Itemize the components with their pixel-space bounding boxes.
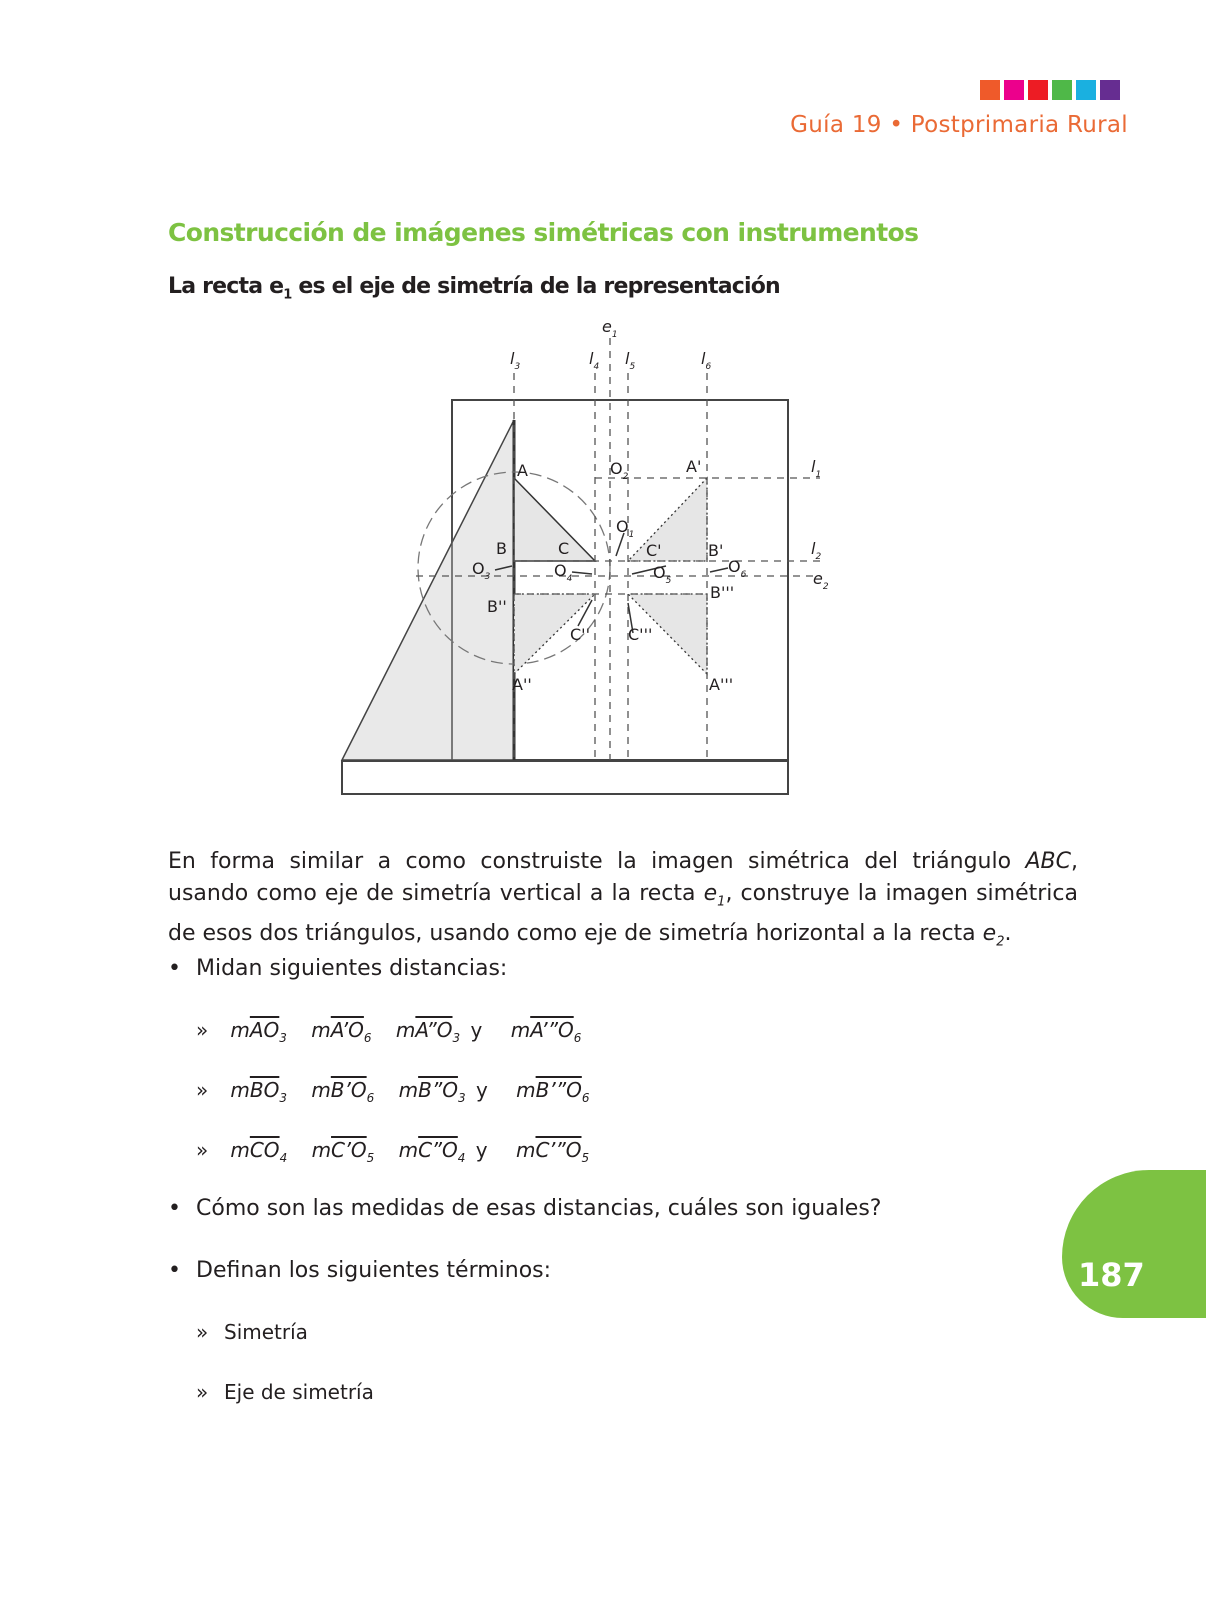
distance-term: $m\overline{CO}_4$	[230, 1138, 288, 1165]
conjunction: y	[475, 1138, 488, 1162]
set-square	[342, 420, 514, 760]
distance-row-c: » $m\overline{CO}_4$ $mC’O_5$ $mC”O_4$ y $mC’”O_5$	[196, 1138, 590, 1165]
distance-term: $mB’O_6$	[311, 1078, 375, 1105]
label-C3: C'''	[628, 625, 653, 644]
distance-term: $mA”O_3$	[395, 1018, 461, 1045]
color-square-2	[1004, 80, 1024, 100]
distance-row-a: » $m\overline{AO}_3$ $mA’O_6$ $mA”O_3$ y $mA’”O_6$	[196, 1018, 582, 1045]
label-A1: A'	[686, 457, 702, 476]
label-A: A	[517, 461, 528, 480]
distance-term: $mC’”O_5$	[516, 1138, 590, 1165]
paragraph-e2-sub: 2	[996, 934, 1005, 950]
distance-term: $mA’O_6$	[311, 1018, 372, 1045]
label-l1: $l_1$	[811, 457, 822, 480]
label-B3: B'''	[710, 583, 735, 602]
distance-term: $mC’O_5$	[311, 1138, 375, 1165]
paragraph-part2: , usando como eje de simetría vertical a la recta	[168, 849, 1078, 906]
symmetry-diagram	[330, 318, 850, 818]
paragraph-e1-sub: 1	[717, 894, 726, 910]
label-C2: C''	[570, 625, 590, 644]
distance-row-b: » $m\overline{BO}_3$ $mB’O_6$ $mB”O_3$ y $mB’”O_6$	[196, 1078, 590, 1105]
color-bar	[980, 80, 1120, 100]
triangle-ABC	[514, 478, 595, 561]
conjunction: y	[475, 1078, 488, 1102]
term-item: » Eje de simetría	[196, 1380, 374, 1404]
label-O6: $O_6$	[728, 557, 747, 580]
label-e1: $e_1$	[602, 317, 618, 340]
label-C1: C'	[646, 541, 662, 560]
bullet-dot: •	[168, 1258, 181, 1283]
paragraph-e2: e	[982, 921, 997, 947]
distance-term: $mA’”O_6$	[510, 1018, 582, 1045]
paragraph-abc: ABC	[1025, 849, 1071, 874]
term-item: » Simetría	[196, 1320, 308, 1344]
subtitle-before: La recta e	[168, 274, 284, 299]
label-O2: $O_2$	[610, 459, 629, 482]
color-square-3	[1028, 80, 1048, 100]
label-l3: $l_3$	[510, 349, 521, 372]
distance-term: $mB’”O_6$	[516, 1078, 590, 1105]
color-square-1	[980, 80, 1000, 100]
label-A2: A''	[512, 675, 532, 694]
paragraph-part1: En forma similar a como construiste la imagen simétrica del triángulo	[168, 849, 1026, 874]
bullet-text: Midan siguientes distancias:	[196, 956, 508, 981]
subtitle	[168, 274, 780, 302]
label-O1: $O_1$	[616, 517, 635, 540]
label-C: C	[558, 539, 570, 558]
symmetry-figure	[330, 318, 850, 818]
color-square-5	[1076, 80, 1096, 100]
conjunction: y	[470, 1018, 483, 1042]
label-l6: $l_6$	[701, 349, 712, 372]
distance-term: $m\overline{BO}_3$	[230, 1078, 287, 1105]
page-number: 187	[1078, 1256, 1145, 1294]
term-text: Simetría	[224, 1320, 308, 1344]
distance-term: $mB”O_3$	[398, 1078, 466, 1105]
bullet-text: Definan los siguientes términos:	[196, 1258, 552, 1283]
instructions-paragraph	[168, 846, 1078, 959]
bullet-item	[168, 956, 507, 981]
header-title: Guía 19 • Postprimaria Rural	[790, 112, 1128, 138]
paragraph-e1: e	[703, 881, 718, 906]
label-l4: $l_4$	[589, 349, 600, 372]
label-e2: $e_2$	[813, 569, 829, 592]
label-A3: A'''	[709, 675, 734, 694]
section-title: Construcción de imágenes simétricas con instrumentos	[168, 218, 919, 247]
color-square-4	[1052, 80, 1072, 100]
bullet-item	[168, 1258, 551, 1283]
label-l2: $l_2$	[811, 539, 822, 562]
label-O4: $O_4$	[554, 561, 573, 584]
paragraph-part3: , construye la imagen simétrica de esos dos triángulos, usando como eje de simetría horizontal a la recta	[168, 881, 1078, 947]
label-B: B	[496, 539, 507, 558]
label-B2: B''	[487, 597, 507, 616]
distance-term: $m\overline{AO}_3$	[230, 1018, 287, 1045]
bullet-dot: •	[168, 1196, 181, 1221]
color-square-6	[1100, 80, 1120, 100]
term-text: Eje de simetría	[224, 1380, 374, 1404]
subtitle-sub: 1	[283, 287, 292, 303]
subtitle-after: es el eje de simetría de la representación	[291, 274, 780, 299]
bullet-item	[168, 1196, 881, 1221]
ruler	[342, 761, 788, 794]
label-O3: $O_3$	[472, 559, 491, 582]
label-l5: $l_5$	[625, 349, 636, 372]
distance-term: $mC”O_4$	[398, 1138, 466, 1165]
label-O5: $O_5$	[653, 563, 672, 586]
triangle-A1B1C1	[628, 478, 707, 561]
label-B1: B'	[708, 541, 724, 560]
bullet-text: Cómo son las medidas de esas distancias, cuáles son iguales?	[196, 1196, 882, 1221]
bullet-dot: •	[168, 956, 181, 981]
page-number-badge	[1062, 1170, 1206, 1318]
paragraph-part4: .	[1004, 921, 1012, 947]
